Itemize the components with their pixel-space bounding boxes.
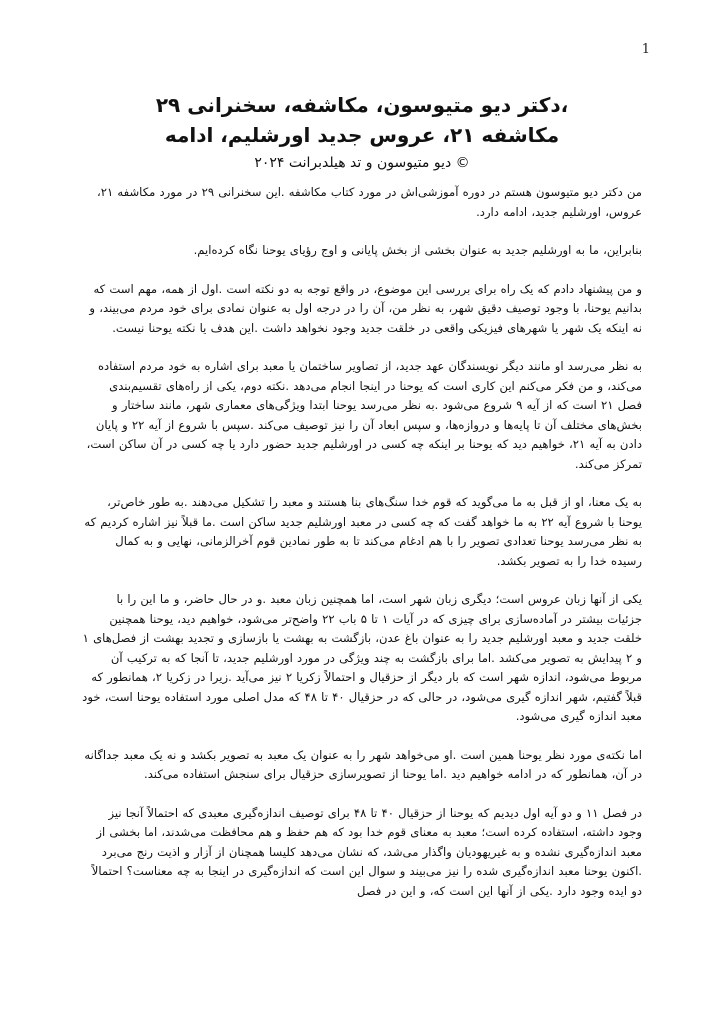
copyright-byline: © دیو متیوسون و تد هیلدبرانت ۲۰۲۴ (254, 155, 470, 171)
paragraph: یکی از آنها زبان عروس است؛ دیگری زبان شهر است، اما همچنین زبان معبد .و در حال حاضر، و ما این را با جزئیات بیشتر در آماده‌سازی برای چیزی که در آیات ۱ تا ۵ باب ۲۲ واضح‌تر می‌شود، خواهیم دید، یوحنا همچنین خلقت جدید و معبد اورشلیم جدید را به عنوان باغ عدن، بازگشت به بهشت یا بازسازی و تجدید بهشت از فصل‌های ۱ و ۲ پیدایش به تصویر می‌کشد .اما برای بازگشت به چند ویژگی در مورد اورشلیم جدید، تا آنجا که به ترکیب آن مربوط می‌شود، اندازه شهر است که بار دیگر از حزقیال و احتمالاً زکریا ۲ نیز می‌آید .زیرا در زکریا ۲، همانطور که قبلاً گفتیم، شهر اندازه گیری می‌شود، در حالی که در حزقیال ۴۰ تا ۴۸ که مدل اصلی مورد استفاده یوحنا است، خود معبد اندازه گیری می‌شود. (82, 592, 642, 723)
document-body (82, 183, 642, 920)
paragraph: اما نکته‌ی مورد نظر یوحنا همین است .او می‌خواهد شهر را به عنوان یک معبد به تصویر بکشد و نه یک معبد جداگانه در آن، همانطور که در ادامه خواهیم دید .اما یوحنا از تصویرسازی حزقیال برای سنجش استفاده می‌کند. (84, 747, 642, 781)
title-block (74, 90, 650, 174)
paragraph: من دکتر دیو متیوسون هستم در دوره آموزشی‌اش در مورد کتاب مکاشفه .این سخنرانی ۲۹ در مورد مکاشفه ۲۱، عروس، اورشلیم جدید، ادامه دارد. (96, 185, 642, 219)
paragraph: بنابراین، ما به اورشلیم جدید به عنوان بخشی از بخش پایانی و اوج رؤیای یوحنا نگاه کرده‌ایم. (193, 243, 642, 257)
paragraph: در فصل ۱۱ و دو آیه اول دیدیم که یوحنا از حزقیال ۴۰ تا ۴۸ برای توصیف اندازه‌گیری معبدی که احتمالاً آنجا نیز وجود داشته، استفاده کرده است؛ معبد به معنای قوم خدا بود که هم حفظ و هم محافظت می‌شدند، اما بخشی از معبد اندازه‌گیری نشده و به غیریهودیان واگذار می‌شد، که نشان می‌دهد کلیسا همچنان از آزار و اذیت رنج می‌برد .اکنون یوحنا معبد اندازه‌گیری شده را نیز می‌بیند و سوال این است که اندازه‌گیری در اینجا به چه معناست؟ احتمالاً دو ایده وجود دارد .یکی از آنها این است که، و این در فصل (91, 805, 642, 898)
paragraph: به یک معنا، او از قبل به ما می‌گوید که قوم خدا سنگ‌های بنا هستند و معبد را تشکیل می‌دهند .به طور خاص‌تر، یوحنا با شروع آیه ۲۲ به ما خواهد گفت که چه کسی در معبد اورشلیم جدید ساکن است .ما قبلاً نیز اشاره کردیم که به نظر می‌رسد یوحنا تعدادی تصویر را با هم ادغام می‌کند تا به طور نمادین قوم آخرالزمانی، نهایی و به کمال رسیده خدا را به تصویر بکشد. (84, 495, 642, 568)
document-title-line-2: مکاشفه ۲۱، عروس جدید اورشلیم، ادامه (164, 123, 560, 147)
page-number: 1 (641, 42, 650, 57)
paragraph: و من پیشنهاد دادم که یک راه برای بررسی این موضوع، در واقع توجه به دو نکته است .اول از همه، مهم است که بدانیم یوحنا، با وجود توصیف دقیق شهر، به نظر من، آن را در درجه اول به عنوان نمادی برای خود مردم می‌بیند، و نه اینکه یک شهر یا شهرهای فیزیکی واقعی در خلقت جدید وجود نخواهد داشت .این هدف یا نکته یوحنا نیست. (89, 281, 642, 335)
document-title-line-1: ،دکتر دیو متیوسون، مکاشفه، سخنرانی ۲۹ (155, 93, 569, 117)
paragraph: به نظر می‌رسد او مانند دیگر نویسندگان عهد جدید، از تصاویر ساختمان یا معبد برای اشاره به خود مردم استفاده می‌کند، و من فکر می‌کنم این کاری است که یوحنا در اینجا انجام می‌دهد .نکته دوم، یکی از راه‌های تقسیم‌بندی فصل ۲۱ است که از آیه ۹ شروع می‌شود .به نظر می‌رسد یوحنا ابتدا ویژگی‌های معماری شهر، مانند ساختار و بخش‌های مختلف آن تا پایه‌ها و دروازه‌ها، و سپس ابعاد آن را نیز توصیف می‌کند .سپس با شروع از آیه ۲۲ و پایان دادن به آیه ۲۱، خواهیم دید که یوحنا بر اینکه چه کسی در اورشلیم جدید حضور دارد یا چه کسی در آن ساکن است، تمرکز می‌کند. (86, 359, 642, 471)
